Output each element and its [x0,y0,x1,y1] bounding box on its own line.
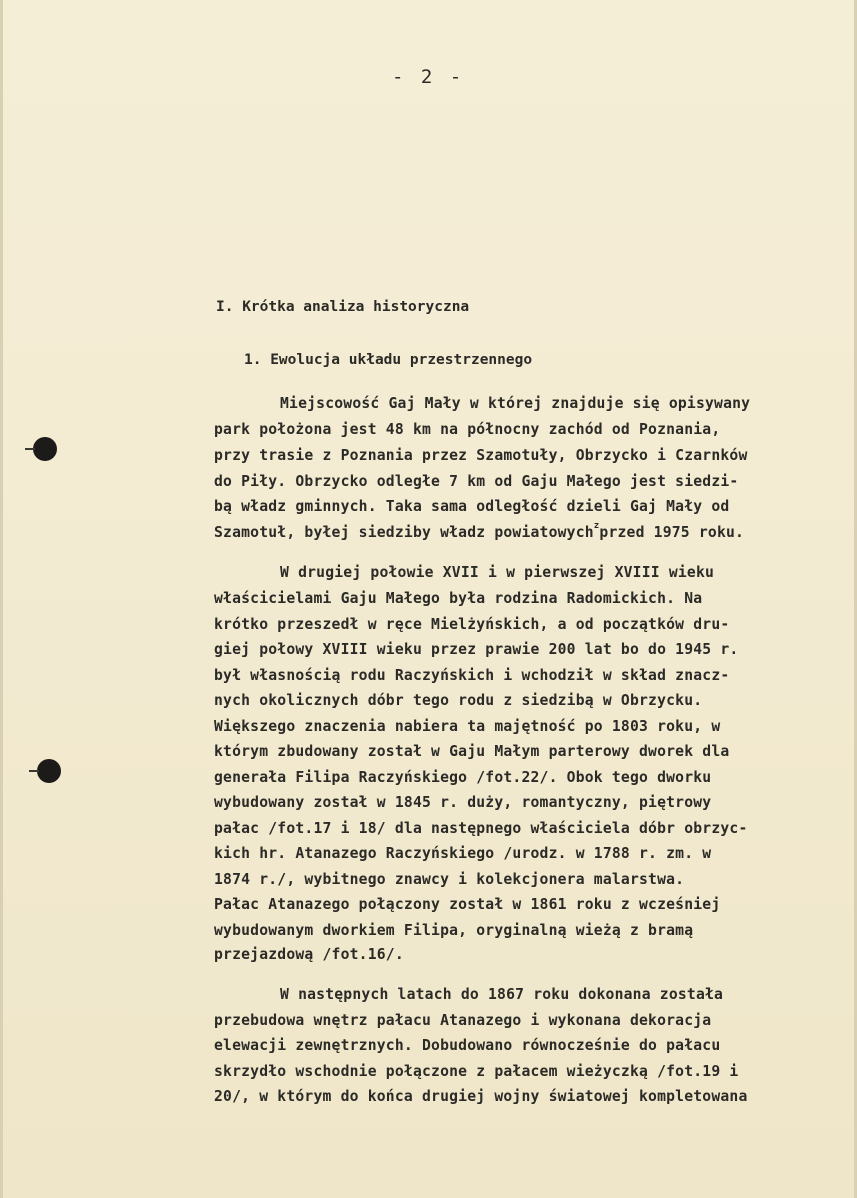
text-line: Miejscowość Gaj Mały w której znajduje się opisywany [280,395,751,412]
footnote-mark: z [593,521,600,532]
text-line: przebudowa wnętrz pałacu Atanazego i wykonana dekoracja [214,1012,712,1029]
text-line: wybudowanym dworkiem Filipa, oryginalną wieżą z bramą [214,922,694,939]
text-line: W drugiej połowie XVII i w pierwszej XVIII wieku [280,564,715,581]
text-line: skrzydło wschodnie połączone z pałacem wieżyczką /fot.19 i [214,1063,739,1080]
text-line: bą władz gminnych. Taka sama odległość dzieli Gaj Mały od [214,498,730,515]
text-line: 1874 r./, wybitnego znawcy i kolekcjonera malarstwa. [214,871,685,888]
text-line: krótko przeszedł w ręce Mielżyńskich, a od początków dru- [214,616,730,633]
subsection-heading: 1. Ewolucja układu przestrzennego [244,352,533,368]
text-line: nych okolicznych dóbr tego rodu z siedzibą w Obrzycku. [214,692,703,709]
text-fragment: przed 1975 roku. [599,524,745,541]
text-line: przejazdową /fot.16/. [214,946,404,963]
text-line: był własnością rodu Raczyńskich i wchodził w skład znacz- [214,667,730,684]
page-number: - 2 - [392,66,465,88]
punch-hole-upper [33,437,57,461]
text-line: giej połowy XVIII wieku przez prawie 200 lat bo do 1945 r. [214,641,739,658]
text-line: którym zbudowany został w Gaju Małym parterowy dworek dla [214,743,730,760]
text-line: wybudowany został w 1845 r. duży, romantyczny, piętrowy [214,794,712,811]
text-line: elewacji zewnętrznych. Dobudowano równocześnie do pałacu [214,1037,721,1054]
text-line-with-footnote [214,521,745,541]
text-line: pałac /fot.17 i 18/ dla następnego właściciela dóbr obrzyc- [214,820,748,837]
text-line: 20/, w którym do końca drugiej wojny światowej kompletowana [214,1088,748,1105]
text-line: Większego znaczenia nabiera ta majętność po 1803 roku, w [214,718,721,735]
section-heading: I. Krótka analiza historyczna [216,299,470,315]
text-line: W następnych latach do 1867 roku dokonana została [280,986,724,1003]
text-line: Pałac Atanazego połączony został w 1861 roku z wcześniej [214,896,721,913]
punch-hole-lower [37,759,61,783]
text-line: park położona jest 48 km na północny zachód od Poznania, [214,421,721,438]
text-line: przy trasie z Poznania przez Szamotuły, Obrzycko i Czarnków [214,447,748,464]
text-line: właścicielami Gaju Małego była rodzina Radomickich. Na [214,590,703,607]
text-line: generała Filipa Raczyńskiego /fot.22/. Obok tego dworku [214,769,712,786]
page-left-edge [0,0,3,1198]
text-fragment: Szamotuł, byłej siedziby władz powiatowych [214,524,594,541]
text-line: kich hr. Atanazego Raczyńskiego /urodz. w 1788 r. zm. w [214,845,712,862]
text-line: do Piły. Obrzycko odległe 7 km od Gaju Małego jest siedzi- [214,473,739,490]
